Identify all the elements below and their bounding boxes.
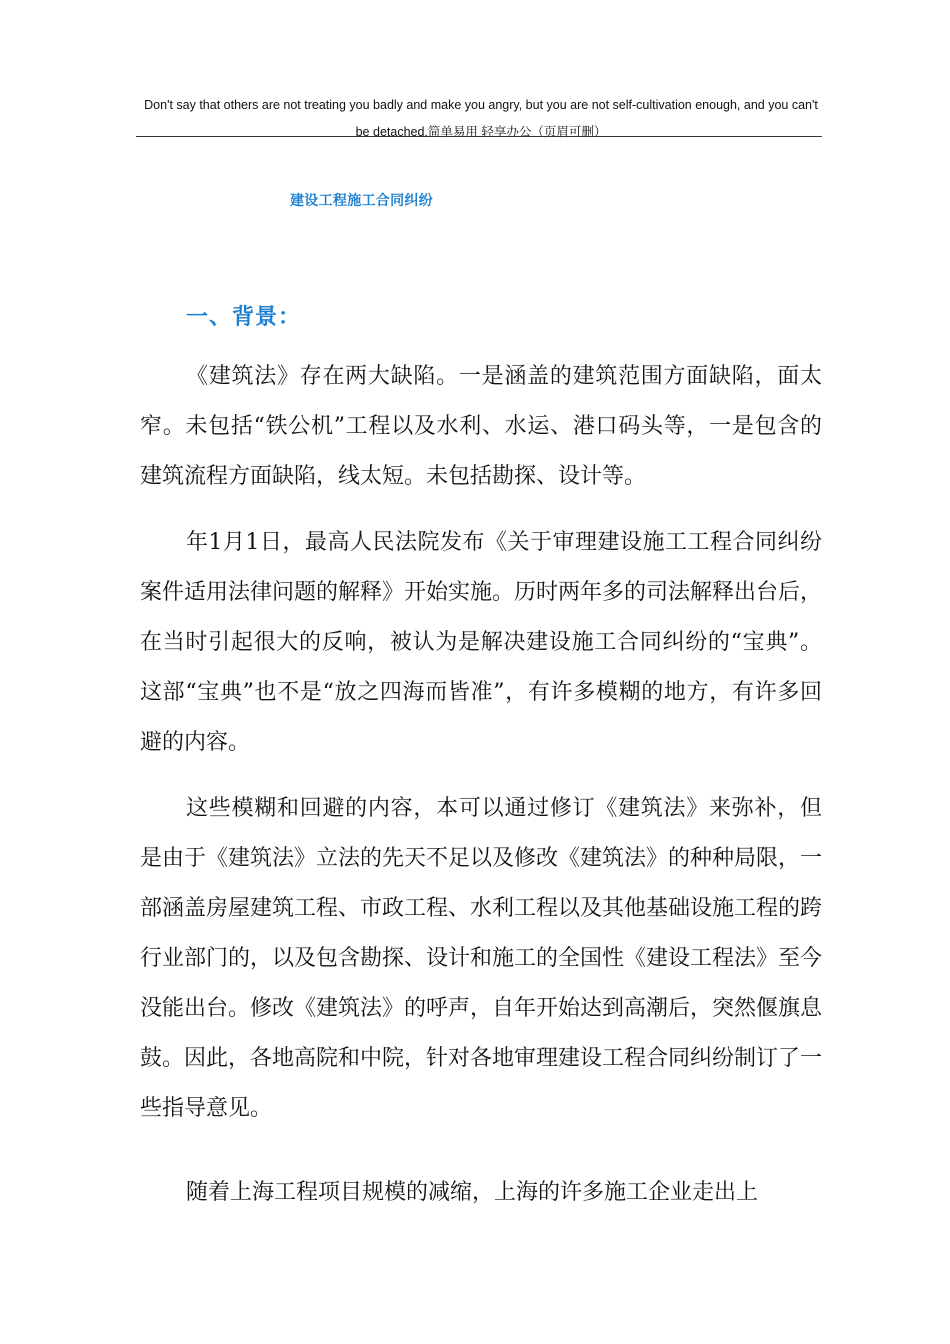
page-header: Don't say that others are not treating you badly and make you angry, but you are not self-cultivation enough, and you can't be detached.简单易用 轻享办公（页眉可删） [144, 98, 818, 139]
paragraph-text: 随着上海工程项目规模的减缩，上海的许多施工企业走出上 [186, 1180, 759, 1205]
paragraph-text: 这些模糊和回避的内容，本可以通过修订《建筑法》来弥补，但是由于《建筑法》立法的先天不足以及修改《建筑法》的种种局限，一部涵盖房屋建筑工程、市政工程、水利工程以及其他基础设施工程的跨行业部门的，以及包含勘探、设计和施工的全国性《建设工程法》至今没能出台。修改《建筑法》的呼声，自年开始达到高潮后，突然偃旗息鼓。因此，各地高院和中院，针对各地审理建设工程合同纠纷制订了一些指导意见。 [140, 796, 823, 1121]
body-paragraph-1 [140, 352, 822, 502]
paragraph-text: 《建筑法》存在两大缺陷。一是涵盖的建筑范围方面缺陷，面太窄。未包括“铁公机”工程以及水利、水运、港口码头等，一是包含的建筑流程方面缺陷，线太短。未包括勘探、设计等。 [140, 364, 822, 489]
body-paragraph-3 [140, 784, 822, 1134]
section-heading: 一、背景： [186, 305, 302, 330]
header-divider [136, 136, 822, 137]
paragraph-text: 年1月1日，最高人民法院发布《关于审理建设施工工程合同纠纷案件适用法律问题的解释》开始实施。历时两年多的司法解释出台后，在当时引起很大的反响，被认为是解决建设施工合同纠纷的“宝典”。这部“宝典”也不是“放之四海而皆准”，有许多模糊的地方，有许多回避的内容。 [140, 530, 823, 755]
body-paragraph-2 [140, 518, 822, 768]
body-paragraph-4 [140, 1168, 822, 1218]
document-title: 建设工程施工合同纠纷 [290, 193, 433, 209]
